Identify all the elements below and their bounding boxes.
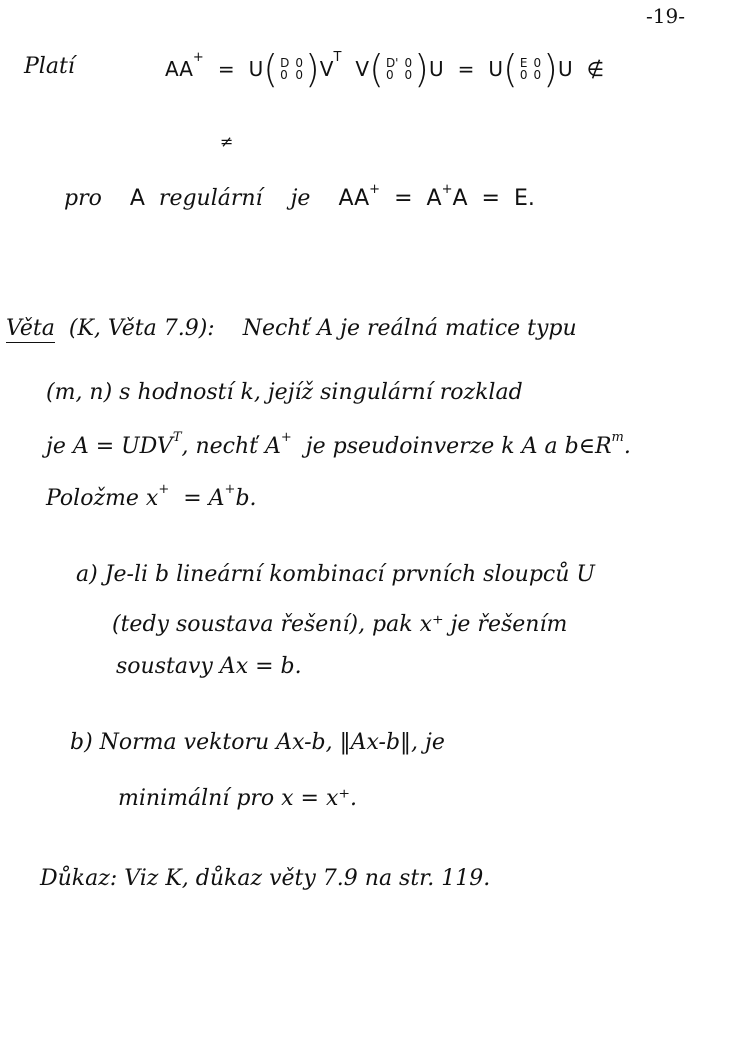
theorem-line-2: (m, n) s hodností k, jejíž singulární rozklad <box>46 380 523 405</box>
expr-a2: A <box>452 186 468 211</box>
plati-word: Platí <box>24 54 75 79</box>
theorem-l4a: Položme x <box>46 486 159 511</box>
theorem-line-4 <box>46 482 257 511</box>
expr-aa: AA <box>338 186 370 211</box>
regular-line <box>64 182 535 211</box>
eq-sign-3: = <box>394 186 413 211</box>
m2-cell: 0 <box>385 68 394 82</box>
m2-cell: 0 <box>404 56 413 70</box>
theorem-heading: Věta <box>6 316 55 341</box>
theorem-l3a: je A = UDV <box>46 434 173 459</box>
neq-mark: ≠ <box>220 132 234 151</box>
item-a-line-1: a) Je-li b lineární kombinací prvních sloupců U <box>76 562 595 587</box>
page-number: -19- <box>646 4 685 28</box>
theorem-ref: (K, Věta 7.9): <box>68 316 215 341</box>
theorem-l3-sup: T <box>172 430 182 445</box>
theorem-line-3 <box>46 430 631 459</box>
m3-cell: 0 <box>533 56 542 70</box>
expr-a-sup: + <box>441 182 453 197</box>
u-4: U <box>557 57 573 81</box>
expr-a: A <box>426 186 442 211</box>
m3-cell: 0 <box>533 68 542 82</box>
theorem-l4-sup: + <box>158 482 170 497</box>
v: V <box>355 57 370 81</box>
u-1: U <box>248 57 264 81</box>
theorem-l3d: . <box>623 434 631 459</box>
item-a-line-3: soustavy Ax = b. <box>116 654 302 679</box>
m3-cell: 0 <box>519 68 528 82</box>
theorem-line-1: Nechť A je reálná matice typu <box>242 316 577 341</box>
eq-sign-2: = <box>457 57 475 81</box>
theorem-l4-sup2: + <box>224 482 236 497</box>
expr-aa-sup: + <box>369 182 381 197</box>
pro-word: pro <box>64 186 102 211</box>
regularni-word: regulární <box>158 186 263 211</box>
theorem-header-line <box>6 318 577 343</box>
m1-cell: 0 <box>280 68 288 82</box>
theorem-l4b: = A <box>183 486 225 511</box>
m1-cell: 0 <box>295 68 303 82</box>
identity-equation <box>165 47 604 91</box>
a-letter: A <box>129 186 145 211</box>
item-a-line-2: (tedy soustava řešení), pak x⁺ je řešením <box>112 612 568 637</box>
item-b-line-1: b) Norma vektoru Ax-b, ‖Ax-b‖, je <box>70 730 445 755</box>
eq-sign-4: = <box>481 186 500 211</box>
m2-cell: 0 <box>404 68 413 82</box>
u-3: U <box>488 57 503 81</box>
m3-cell: E <box>519 56 528 70</box>
u-2: U <box>428 57 444 81</box>
lhs-aa: AA <box>165 57 193 81</box>
m1-cell: D <box>280 56 290 70</box>
m2-cell: D' <box>385 56 399 70</box>
vt-sup: T <box>333 49 342 65</box>
theorem-l3c: je pseudoinverze k A a b∈R <box>305 434 612 459</box>
matrix-2: ( D' 0 0 0 ) <box>369 47 429 91</box>
je-word: je <box>290 186 311 211</box>
proof-line: Důkaz: Viz K, důkaz věty 7.9 na str. 119. <box>40 866 491 891</box>
theorem-l4c: b. <box>235 486 257 511</box>
identity-e: E. <box>513 186 535 211</box>
matrix-3: ( E 0 0 0 ) <box>503 47 558 91</box>
theorem-l3b: , nechť A <box>181 434 281 459</box>
identity-line <box>24 56 75 78</box>
matrix-1: ( D 0 0 0 ) <box>263 47 320 91</box>
m1-cell: 0 <box>295 56 303 70</box>
notin-symbol: ∉ <box>586 57 604 81</box>
item-b-line-2: minimální pro x = x⁺. <box>118 786 357 811</box>
eq-sign-1: = <box>217 57 235 81</box>
lhs-sup: + <box>192 49 204 65</box>
theorem-l3-sup2: + <box>280 430 292 445</box>
vt: V <box>319 57 334 81</box>
theorem-l3-sup3: m <box>611 430 624 445</box>
